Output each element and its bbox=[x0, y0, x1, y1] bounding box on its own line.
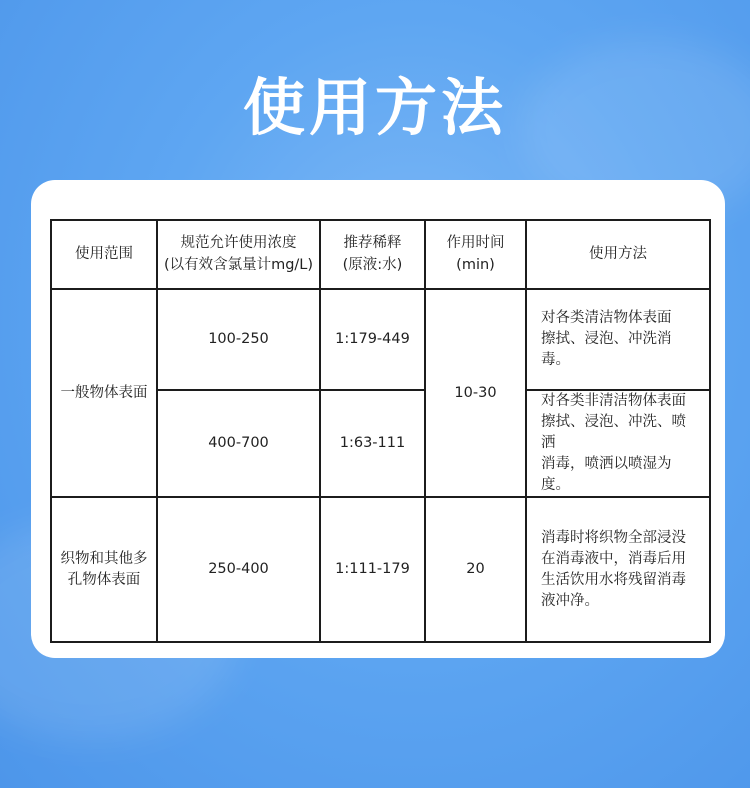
table-row bbox=[51, 497, 710, 642]
cell-scope: 织物和其他多 孔物体表面 bbox=[51, 497, 157, 642]
cell-method: 对各类清洁物体表面 擦拭、浸泡、冲洗消毒。 bbox=[526, 289, 710, 390]
header-method: 使用方法 bbox=[526, 220, 710, 289]
cell-concentration: 100-250 bbox=[157, 289, 320, 390]
cell-dilution: 1:63-111 bbox=[320, 390, 425, 497]
cell-scope: 一般物体表面 bbox=[51, 289, 157, 497]
cell-method: 消毒时将织物全部浸没 在消毒液中，消毒后用 生活饮用水将残留消毒 液冲净。 bbox=[526, 497, 710, 642]
header-concentration: 规范允许使用浓度 (以有效含氯量计mg/L) bbox=[157, 220, 320, 289]
cell-dilution: 1:179-449 bbox=[320, 289, 425, 390]
header-dilution: 推荐稀释 (原液:水) bbox=[320, 220, 425, 289]
cell-time: 20 bbox=[425, 497, 526, 642]
header-time: 作用时间 (min) bbox=[425, 220, 526, 289]
page-title: 使用方法 bbox=[242, 71, 507, 144]
cell-method: 对各类非清洁物体表面 擦拭、浸泡、冲洗、喷洒 消毒，喷洒以喷湿为度。 bbox=[526, 390, 710, 497]
cell-dilution: 1:111-179 bbox=[320, 497, 425, 642]
cell-concentration: 250-400 bbox=[157, 497, 320, 642]
header-scope: 使用范围 bbox=[51, 220, 157, 289]
usage-table bbox=[50, 219, 711, 643]
table-row bbox=[51, 289, 710, 390]
cell-concentration: 400-700 bbox=[157, 390, 320, 497]
table-header-row bbox=[51, 220, 710, 289]
usage-card bbox=[31, 180, 725, 658]
cell-time: 10-30 bbox=[425, 289, 526, 497]
